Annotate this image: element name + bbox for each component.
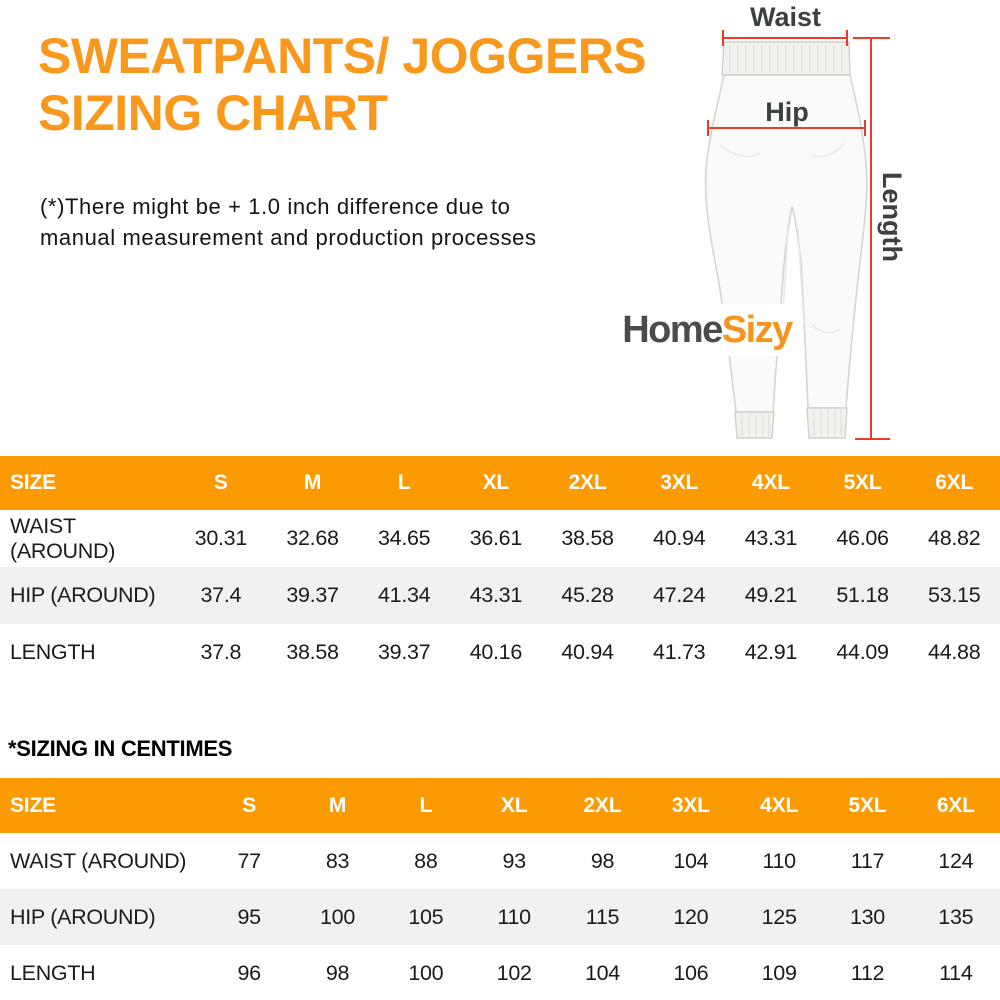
disclaimer-text <box>40 192 537 254</box>
size-value: 44.88 <box>928 640 981 664</box>
page-title-line2: SIZING CHART <box>38 84 388 141</box>
size-value: 105 <box>408 904 444 929</box>
size-value: 40.16 <box>469 640 522 664</box>
size-value: 114 <box>939 960 973 985</box>
disclaimer-line2: manual measurement and production processes <box>40 224 537 250</box>
size-value: 98 <box>590 848 615 873</box>
column-header-4xl: 4XL <box>760 793 799 817</box>
size-value: 43.31 <box>469 583 522 607</box>
size-value: 83 <box>325 848 350 873</box>
column-header-s: S <box>242 793 257 817</box>
size-value: 125 <box>761 904 797 929</box>
table-header-row <box>0 456 1000 510</box>
size-value: 102 <box>496 960 532 985</box>
size-value: 110 <box>497 904 531 929</box>
column-header-2xl: 2XL <box>583 793 622 817</box>
hip-line-right-tick <box>864 120 866 136</box>
table-row-hip <box>0 567 1000 624</box>
column-header-5xl: 5XL <box>848 793 887 817</box>
page-title-line1: SWEATPANTS/ JOGGERS <box>38 28 647 84</box>
column-header-l: L <box>419 793 433 817</box>
size-value: 51.18 <box>836 583 889 607</box>
hip-label: Hip <box>765 97 809 127</box>
waist-label: Waist <box>749 2 821 32</box>
sizing-table-inches <box>0 456 1000 681</box>
row-label: LENGTH <box>10 960 96 985</box>
length-line-top-tick <box>853 37 890 39</box>
table-header-row <box>0 778 1000 833</box>
row-label: HIP (AROUND) <box>10 583 156 607</box>
size-value: 104 <box>584 960 620 985</box>
column-header-size: SIZE <box>10 793 56 817</box>
size-value: 124 <box>938 848 974 873</box>
size-value: 115 <box>585 904 620 929</box>
size-value: 46.06 <box>836 526 889 550</box>
size-value: 43.31 <box>744 526 798 550</box>
logo-home-text: Home <box>622 308 722 351</box>
size-value: 106 <box>673 960 709 985</box>
size-value: 88 <box>414 848 438 873</box>
row-label: WAIST (AROUND) <box>10 513 116 563</box>
size-value: 38.58 <box>286 640 339 664</box>
waist-line-left-tick <box>722 30 724 46</box>
hip-measure-line <box>708 127 866 129</box>
sizing-table-centimeters <box>0 778 1000 1000</box>
size-value: 44.09 <box>836 640 889 664</box>
hip-line-left-tick <box>707 120 709 136</box>
column-header-size: SIZE <box>10 471 56 494</box>
size-value: 100 <box>408 960 444 985</box>
column-header-4xl: 4XL <box>751 471 790 494</box>
size-value: 48.82 <box>928 526 981 550</box>
column-header-3xl: 3XL <box>660 471 699 494</box>
size-value: 36.61 <box>469 526 522 550</box>
size-value: 98 <box>325 960 350 985</box>
size-value: 41.73 <box>653 640 706 664</box>
size-value: 110 <box>762 848 796 873</box>
column-header-2xl: 2XL <box>568 471 607 494</box>
column-header-3xl: 3XL <box>671 793 710 817</box>
size-value: 45.28 <box>561 583 614 607</box>
size-value: 34.65 <box>378 526 431 550</box>
row-label: HIP (AROUND) <box>10 904 156 929</box>
waist-measure-line <box>723 37 848 39</box>
logo-sizy-text: Sizy <box>721 308 792 351</box>
column-header-m: M <box>328 793 347 817</box>
size-value: 41.34 <box>378 583 431 607</box>
page-title <box>38 28 646 141</box>
size-value: 109 <box>761 960 797 985</box>
row-label: WAIST (AROUND) <box>10 848 187 873</box>
size-value: 42.91 <box>744 640 798 664</box>
table-row-waist <box>0 833 1000 889</box>
column-header-m: M <box>303 471 322 494</box>
size-value: 37.4 <box>200 583 242 607</box>
size-value: 30.31 <box>194 526 247 550</box>
table-row-hip <box>0 889 1000 945</box>
size-value: 96 <box>237 960 261 985</box>
length-label: Length <box>877 172 907 262</box>
size-value: 40.94 <box>653 526 706 550</box>
size-value: 77 <box>237 848 261 873</box>
size-value: 100 <box>320 904 355 929</box>
column-header-6xl: 6XL <box>936 793 975 817</box>
size-value: 32.68 <box>286 526 339 550</box>
size-value: 39.37 <box>286 583 339 607</box>
size-value: 120 <box>673 904 709 929</box>
size-value: 47.24 <box>653 583 706 607</box>
size-value: 117 <box>850 848 885 873</box>
pants-measurement-diagram <box>600 0 1000 455</box>
size-value: 130 <box>849 904 885 929</box>
column-header-xl: XL <box>482 471 510 494</box>
column-header-5xl: 5XL <box>843 471 882 494</box>
waist-line-right-tick <box>846 30 848 46</box>
table-row-waist <box>0 510 1000 567</box>
homesizy-logo <box>622 304 792 356</box>
cm-note: *SIZING IN CENTIMES <box>8 736 233 761</box>
length-line-bottom-tick <box>855 438 890 440</box>
column-header-s: S <box>213 471 228 494</box>
size-value: 37.8 <box>200 640 242 664</box>
size-value: 49.21 <box>744 583 798 607</box>
column-header-l: L <box>397 471 411 494</box>
column-header-xl: XL <box>500 793 528 817</box>
row-label: LENGTH <box>10 640 96 664</box>
size-value: 93 <box>502 848 526 873</box>
size-value: 40.94 <box>561 640 614 664</box>
size-value: 39.37 <box>378 640 431 664</box>
size-value: 53.15 <box>928 583 981 607</box>
size-value: 38.58 <box>561 526 614 550</box>
left-cuff <box>735 412 774 438</box>
length-measure-line <box>870 38 872 440</box>
size-value: 135 <box>938 904 974 929</box>
column-header-6xl: 6XL <box>935 471 974 494</box>
size-value: 95 <box>237 904 261 929</box>
size-value: 104 <box>673 848 709 873</box>
size-value: 112 <box>850 960 885 985</box>
disclaimer-line1: (*)There might be + 1.0 inch difference due to <box>40 194 511 219</box>
table-row-length <box>0 945 1000 1000</box>
table-row-length <box>0 624 1000 681</box>
